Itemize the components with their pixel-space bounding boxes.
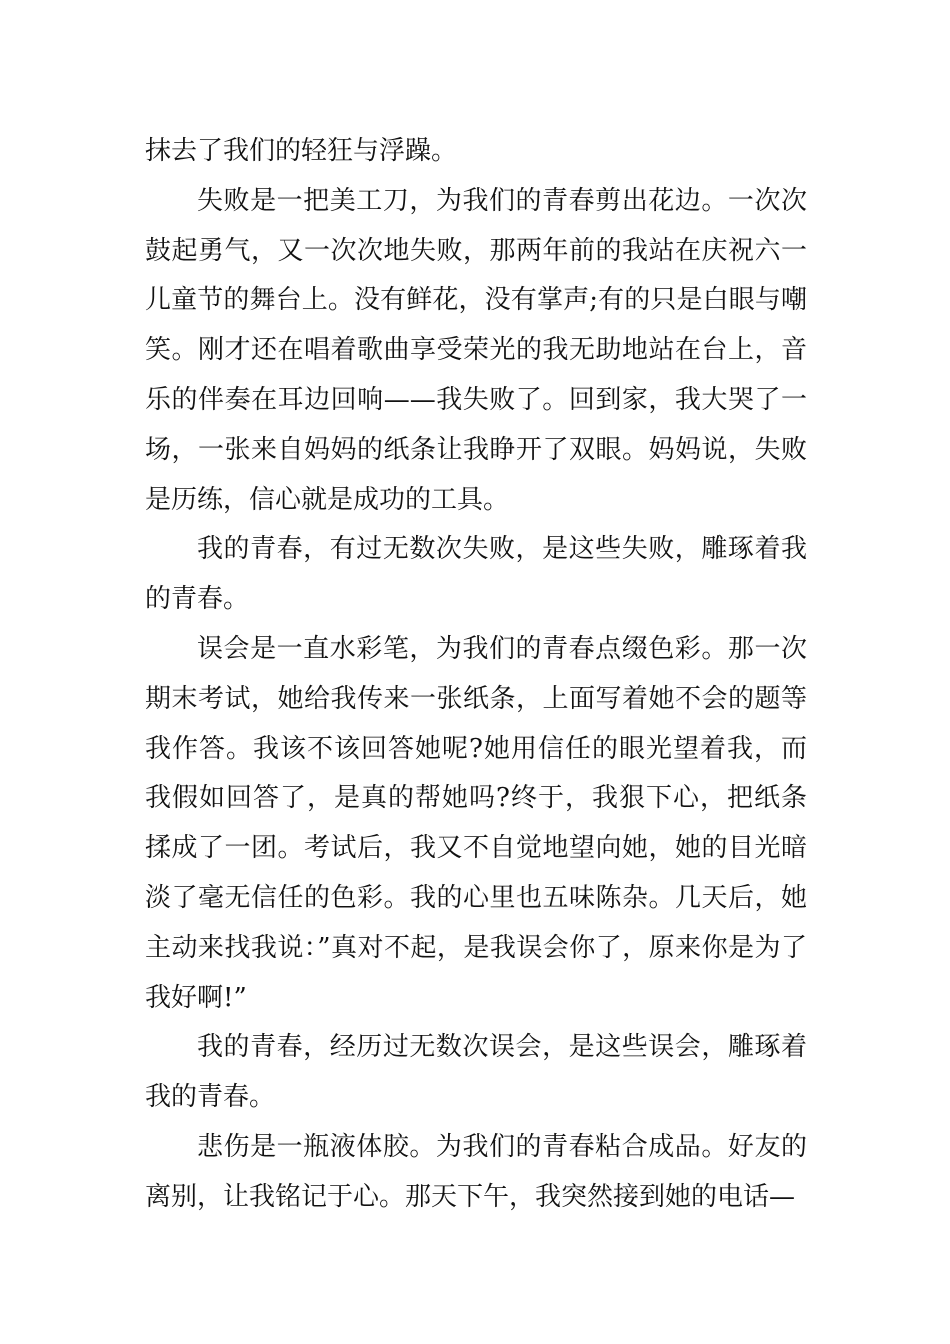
paragraph-1: 抹去了我们的轻狂与浮躁。 [145,136,458,166]
paragraph-2: 失败是一把美工刀，为我们的青春剪出花边。一次次鼓起勇气，又一次次地失败，那两年前的我站在庆祝六一儿童节的舞台上。没有鲜花，没有掌声;有的只是白眼与嘲笑。刚才还在唱着歌曲享受荣光的我无助地站在台上，音乐的伴奏在耳边回响——我失败了。回到家，我大哭了一场，一张来自妈妈的纸条让我睁开了双眼。妈妈说，失败是历练，信心就是成功的工具。 [145,185,807,515]
paragraph-4: 误会是一直水彩笔，为我们的青春点缀色彩。那一次期末考试，她给我传来一张纸条，上面写着她不会的题等我作答。我该不该回答她呢?她用信任的眼光望着我，而我假如回答了，是真的帮她吗?终于，我狠下心，把纸条揉成了一团。考试后，我又不自觉地望向她，她的目光暗淡了毫无信任的色彩。我的心里也五味陈杂。几天后，她主动来找我说：”真对不起，是我误会你了，原来你是为了我好啊!” [145,633,807,1013]
paragraph-3: 我的青春，有过无数次失败，是这些失败，雕琢着我的青春。 [145,534,807,615]
paragraph-6: 悲伤是一瓶液体胶。为我们的青春粘合成品。好友的离别，让我铭记于心。那天下午，我突然接到她的电话— [145,1131,807,1212]
paragraph-5: 我的青春，经历过无数次误会，是这些误会，雕琢着我的青春。 [145,1032,807,1113]
document-page [145,127,807,1223]
